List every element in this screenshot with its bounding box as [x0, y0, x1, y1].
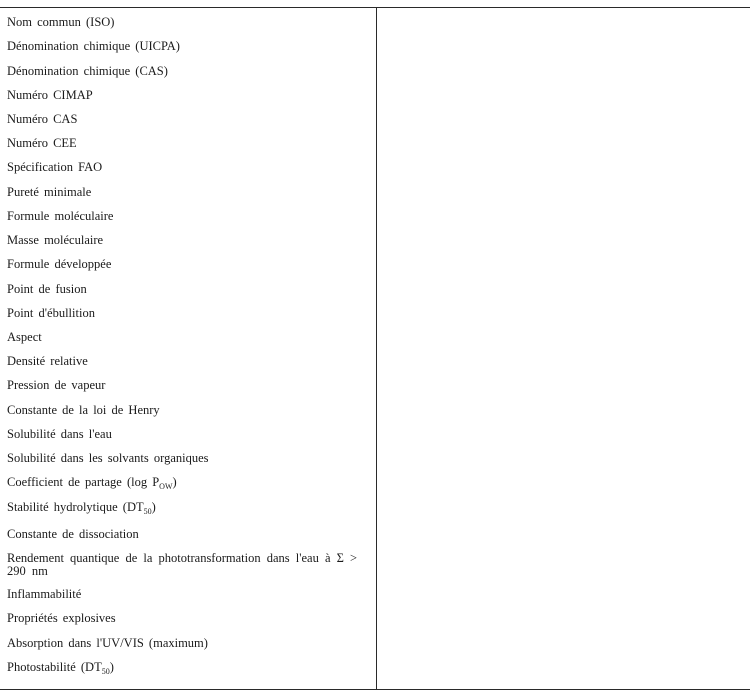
row-partition-coefficient: Coefficient de partage (log $P_{OW}$)	[7, 475, 177, 491]
subscript-50: 50	[143, 507, 152, 516]
property-value-column	[377, 8, 750, 689]
properties-table	[0, 7, 750, 690]
row-relative-density: Densité relative	[7, 354, 88, 368]
row-hydrolytic-stability: Stabilité hydrolytique $(DT_{50})$	[7, 500, 156, 516]
row-chemical-name-iupac: Dénomination chimique (UICPA)	[7, 39, 180, 53]
row-melting-point: Point de fusion	[7, 282, 87, 296]
row-henry-law-constant: Constante de la loi de Henry	[7, 403, 160, 417]
row-molecular-mass: Masse moléculaire	[7, 233, 104, 247]
row-photostability: Photostabilité $(DT_{50})$	[7, 660, 114, 676]
row-appearance: Aspect	[7, 330, 42, 344]
row-common-name-iso: Nom commun (ISO)	[7, 15, 115, 29]
row-structural-formula: Formule développée	[7, 257, 112, 271]
row-flammability: Inflammabilité	[7, 587, 82, 601]
row-minimum-purity: Pureté minimale	[7, 185, 92, 199]
row-boiling-point: Point d'ébullition	[7, 306, 95, 320]
property-label-column	[7, 8, 369, 689]
row-dissociation-constant: Constante de dissociation	[7, 527, 139, 541]
row-uv-vis-absorption: Absorption dans l'UV/VIS (maximum)	[7, 636, 208, 650]
row-vapour-pressure: Pression de vapeur	[7, 378, 106, 392]
row-fao-specification: Spécification FAO	[7, 160, 103, 174]
row-cimap-number: Numéro CIMAP	[7, 88, 93, 102]
row-cas-number: Numéro CAS	[7, 112, 78, 126]
row-molecular-formula: Formule moléculaire	[7, 209, 114, 223]
row-chemical-name-cas: Dénomination chimique (CAS)	[7, 64, 168, 78]
row-eec-number: Numéro CEE	[7, 136, 77, 150]
row-quantum-yield: Rendement quantique de la phototransformation dans l'eau à Σ > 290 nm	[7, 551, 358, 578]
subscript-ow: OW	[159, 482, 173, 491]
row-explosive-properties: Propriétés explosives	[7, 611, 116, 625]
subscript-50: 50	[101, 667, 110, 676]
row-organic-solvent-solubility: Solubilité dans les solvants organiques	[7, 451, 209, 465]
row-water-solubility: Solubilité dans l'eau	[7, 427, 112, 441]
